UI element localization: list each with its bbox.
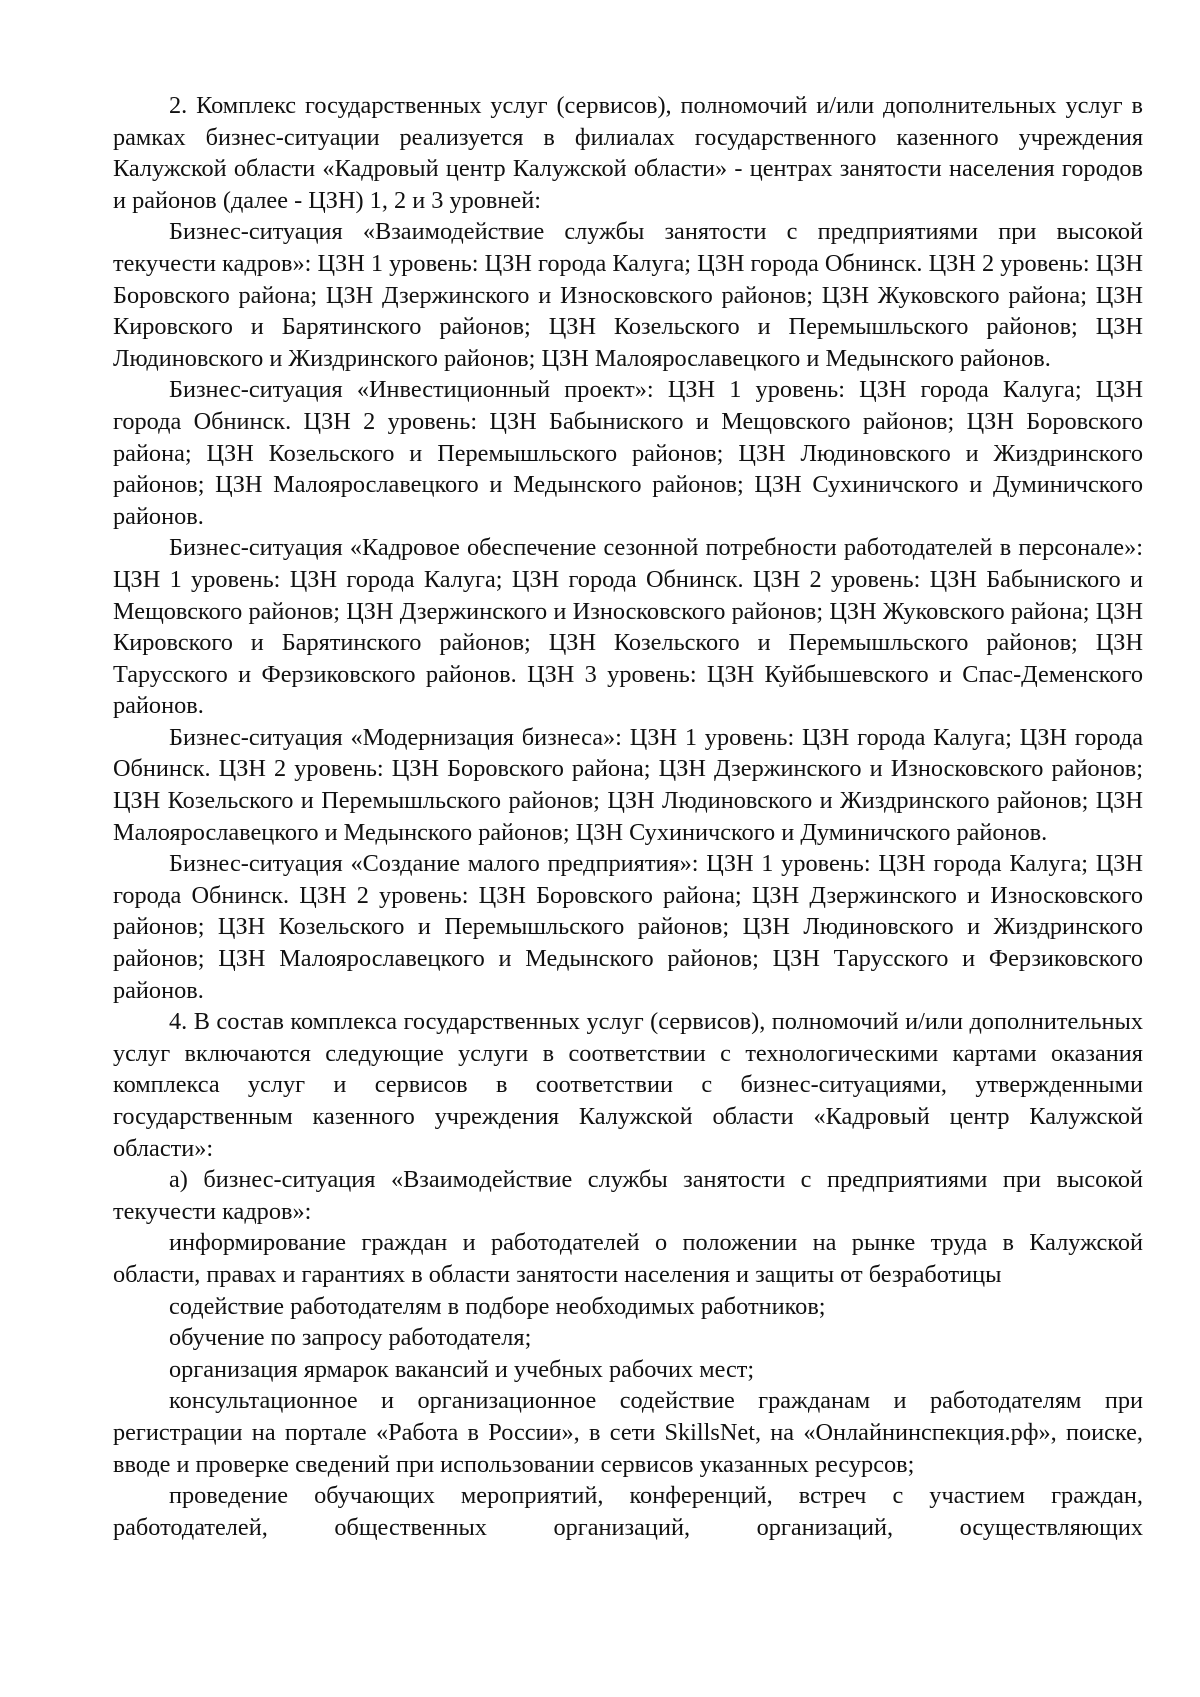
paragraph-training-on-request: обучение по запросу работодателя; [169,1324,532,1352]
paragraph-assisting-employers: содействие работодателям в подборе необходимых работников; [169,1292,826,1320]
paragraph-business-situation-modernization: Бизнес-ситуация «Модернизация бизнеса»: ЦЗН 1 уровень: ЦЗН города Калуга; ЦЗН города Обнинск. ЦЗН 2 уровень: ЦЗН Боровского района; ЦЗН Дзержинского и Износковского районов; ЦЗН Козельского и Перемышльского районов; ЦЗН Людиновского и Жиздринского районов; ЦЗН Малоярославецкого и Медынского районов; ЦЗН Сухиничского и Думиничского районов. [113,723,1143,846]
paragraph-training-events: проведение обучающих мероприятий, конференций, встреч с участием граждан, работодателей, общественных организаций, организаций, осуществляющих [113,1482,1143,1541]
paragraph-business-situation-small-enterprise: Бизнес-ситуация «Создание малого предприятия»: ЦЗН 1 уровень: ЦЗН города Калуга; ЦЗН города Обнинск. ЦЗН 2 уровень: ЦЗН Боровского района; ЦЗН Дзержинского и Износковского районов; ЦЗН Козельского и Перемышльского районов; ЦЗН Людиновского и Жиздринского районов; ЦЗН Малоярославецкого и Медынского районов; ЦЗН Тарусского и Ферзиковского районов. [113,850,1143,1004]
paragraph-services-composition: 4. В состав комплекса государственных услуг (сервисов), полномочий и/или дополнительных услуг включаются следующие услуги в соответствии с технологическими картами оказания комплекса услуг и сервисов в соответствии с бизнес-ситуациями, утвержденными государственным казенного учреждения Калужской области «Кадровый центр Калужской области»: [113,1008,1143,1162]
paragraph-item-a-business-situation: а) бизнес-ситуация «Взаимодействие службы занятости с предприятиями при высокой текучести кадров»: [113,1166,1143,1225]
paragraph-business-situation-staff-turnover: Бизнес-ситуация «Взаимодействие службы занятости с предприятиями при высокой текучести кадров»: ЦЗН 1 уровень: ЦЗН города Калуга; ЦЗН города Обнинск. ЦЗН 2 уровень: ЦЗН Боровского района; ЦЗН Дзержинского и Износковского районов; ЦЗН Жуковского района; ЦЗН Кировского и Барятинского районов; ЦЗН Козельского и Перемышльского районов; ЦЗН Людиновского и Жиздринского районов; ЦЗН Малоярославецкого и Медынского районов. [113,218,1143,372]
paragraph-portal-registration-assistance: консультационное и организационное содействие гражданам и работодателям при регистрации на портале «Работа в России», в сети SkillsNet, на «Онлайнинспекция.рф», поиске, вводе и проверке сведений при использовании сервисов указанных ресурсов; [113,1387,1143,1478]
paragraph-complex-services: 2. Комплекс государственных услуг (сервисов), полномочий и/или дополнительных услуг в рамках бизнес-ситуации реализуется в филиалах государственного казенного учреждения Калужской области «Кадровый центр Калужской области» - центрах занятости населения городов и районов (далее - ЦЗН) 1, 2 и 3 уровней: [113,92,1143,214]
paragraph-informing-citizens: информирование граждан и работодателей о положении на рынке труда в Калужской области, правах и гарантиях в области занятости населения и защиты от безработицы [113,1229,1143,1288]
paragraph-job-fairs: организация ярмарок вакансий и учебных рабочих мест; [169,1355,755,1383]
paragraph-business-situation-seasonal-staffing: Бизнес-ситуация «Кадровое обеспечение сезонной потребности работодателей в персонале»: ЦЗН 1 уровень: ЦЗН города Калуга; ЦЗН города Обнинск. ЦЗН 2 уровень: ЦЗН Бабыниского и Мещовского районов; ЦЗН Дзержинского и Износковского районов; ЦЗН Жуковского района; ЦЗН Кировского и Барятинского районов; ЦЗН Козельского и Перемышльского районов; ЦЗН Тарусского и Ферзиковского районов. ЦЗН 3 уровень: ЦЗН Куйбышевского и Спас-Деменского районов. [113,534,1143,720]
document-body [113,90,1143,1543]
paragraph-business-situation-investment-project: Бизнес-ситуация «Инвестиционный проект»: ЦЗН 1 уровень: ЦЗН города Калуга; ЦЗН города Обнинск. ЦЗН 2 уровень: ЦЗН Бабыниского и Мещовского районов; ЦЗН Боровского района; ЦЗН Козельского и Перемышльского районов; ЦЗН Людиновского и Жиздринского районов; ЦЗН Малоярославецкого и Медынского районов; ЦЗН Сухиничского и Думиничского районов. [113,376,1143,530]
